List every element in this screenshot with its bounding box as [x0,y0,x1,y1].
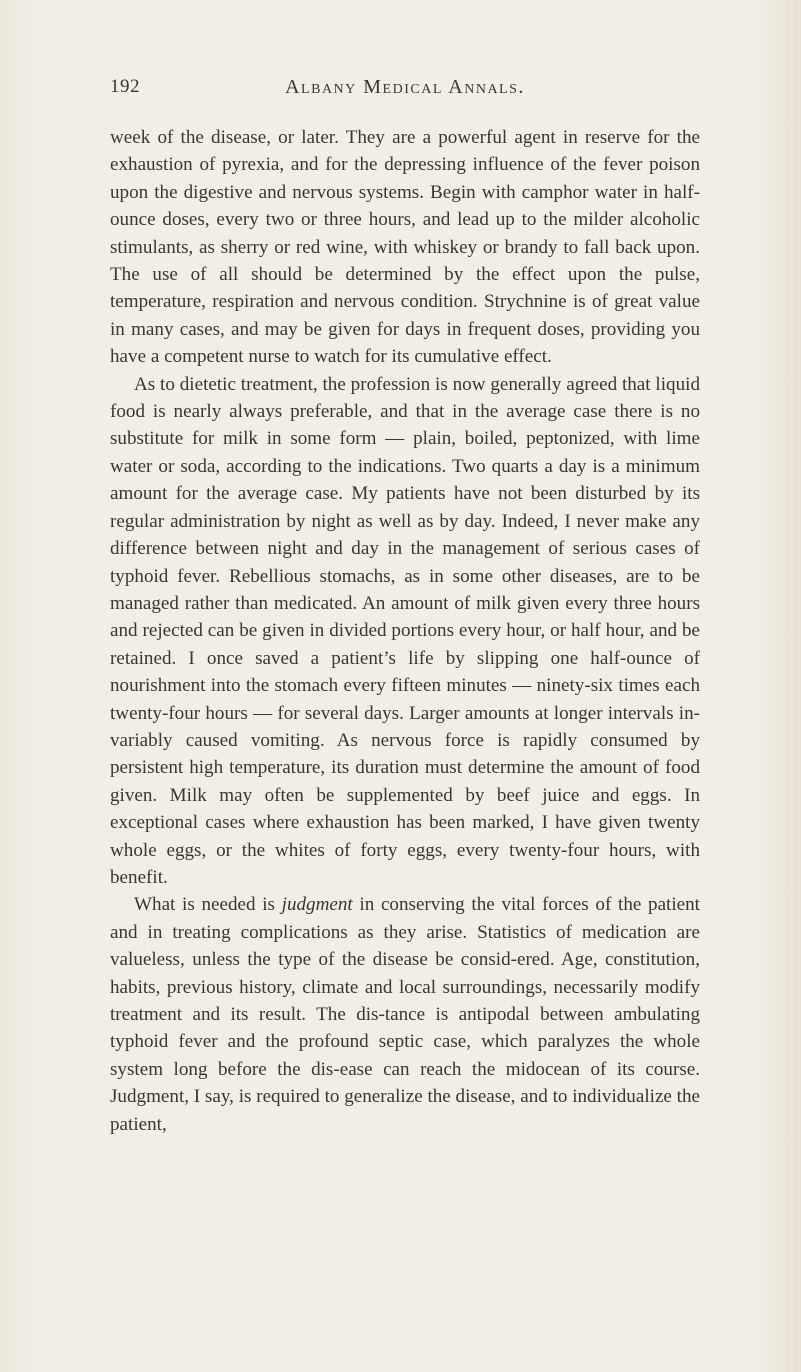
paragraph-judgment [110,891,700,1138]
emphasis-judgment: judgment [281,894,353,916]
paragraph-judgment-rest: in conserving the vital forces of the patient and in treating complications as they arise. Statistics of medication are valueless, unless the type of the disease be consid-ered. Age, constitution, habits, previous history, climate and local surroundings, necessarily modify treatment and its result. The dis-tance is antipodal between ambulating typhoid fever and the profound septic case, which paralyzes the whole system long before the dis-ease can reach the midocean of its course. Judgment, I say, is required to generalize the disease, and to individualize the patient, [110,894,700,1135]
paragraph-dietetic-treatment: As to dietetic treatment, the profession is now generally agreed that liquid food is nearly always preferable, and that in the average case there is no substitute for milk in some form — plain, boiled, peptonized, with lime water or soda, according to the indications. Two quarts a day is a minimum amount for the average case. My patients have not been disturbed by its regular administration by night as well as by day. Indeed, I never make any difference between night and day in the management of serious cases of typhoid fever. Rebellious stomachs, as in some other diseases, are to be managed rather than medicated. An amount of milk given every three hours and rejected can be given in divided portions every hour, or half hour, and be retained. I once saved a patient’s life by slipping one half-ounce of nourishment into the stomach every fifteen minutes — ninety-six times each twenty-four hours — for several days. Larger amounts at longer intervals in-variably caused vomiting. As nervous force is rapidly consumed by persistent high temperature, its duration must determine the amount of food given. Milk may often be supplemented by beef juice and eggs. In exceptional cases where exhaustion has been marked, I have given twenty whole eggs, or the whites of forty eggs, every twenty-four hours, with benefit. [110,373,700,888]
page-number: 192 [110,76,140,97]
running-title: Albany Medical Annals. [285,76,525,98]
paragraph-continued: week of the disease, or later. They are a powerful agent in reserve for the exhaustion of pyrexia, and for the depressing influence of the fever poison upon the digestive and nervous systems. Begin with camphor water in half-ounce doses, every two or three hours, and lead up to the milder alcoholic stimulants, as sherry or red wine, with whiskey or brandy to fall back upon. The use of all should be determined by the effect upon the pulse, temperature, respiration and nervous condition. Strychnine is of great value in many cases, and may be given for days in frequent doses, providing you have a competent nurse to watch for its cumulative effect. [110,127,700,368]
body-text [110,124,700,1138]
page-header [110,76,700,106]
paragraph-judgment-start: What is needed is [134,894,282,916]
